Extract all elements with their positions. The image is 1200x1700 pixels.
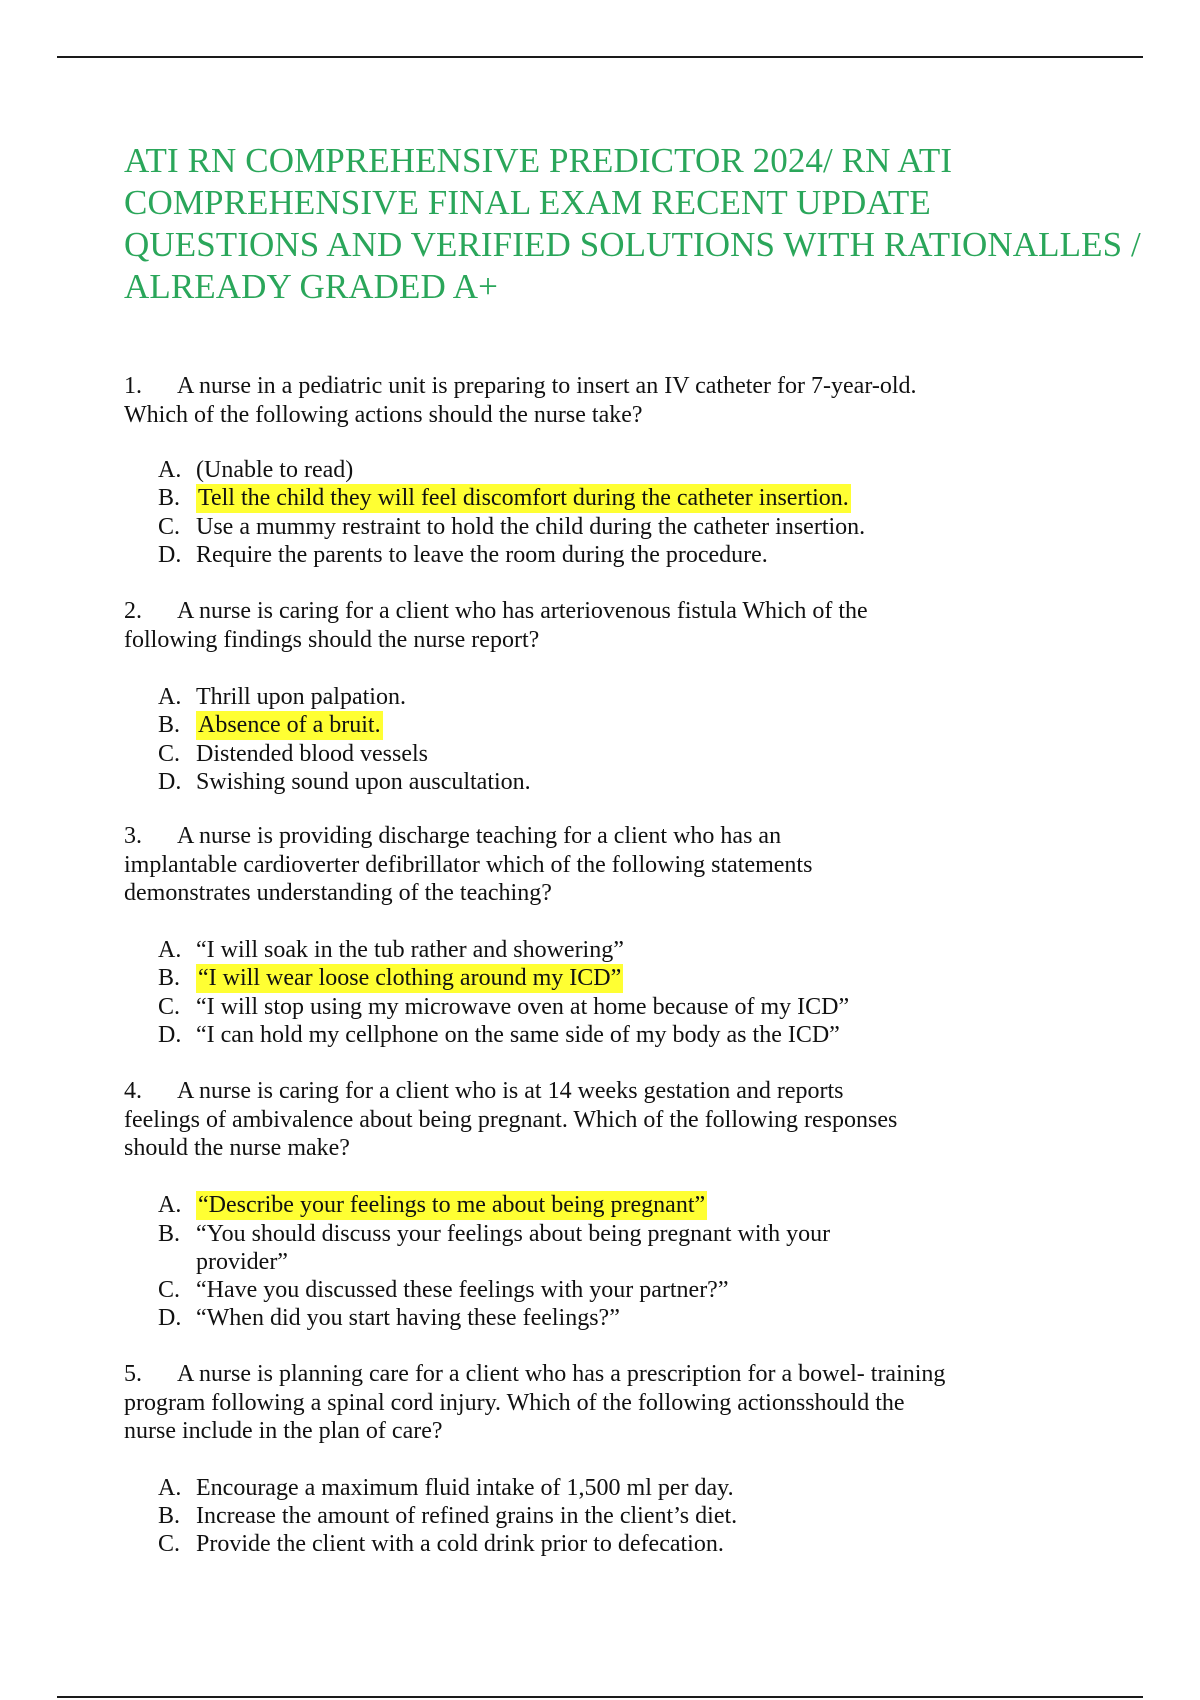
option-letter: D. <box>158 1304 182 1331</box>
answer-option <box>158 1276 1118 1304</box>
highlighted-answer: “I will wear loose clothing around my ICD” <box>198 964 622 991</box>
option-letter: D. <box>158 542 182 568</box>
answer-option-correct <box>158 484 1118 513</box>
stem-line: nurse include in the plan of care? <box>124 1418 443 1444</box>
option-letter: C. <box>158 993 181 1020</box>
question-stem <box>124 822 1084 908</box>
question-number: 5. <box>124 1361 142 1387</box>
option-letter: B. <box>158 964 181 991</box>
option-letter: D. <box>158 769 182 795</box>
title-line: ALREADY GRADED A+ <box>124 267 499 306</box>
highlighted-answer: “Describe your feelings to me about being pregnant” <box>198 1191 706 1218</box>
option-text: “I can hold my cellphone on the same side of my body as the ICD” <box>196 1021 840 1048</box>
option-text: “I will soak in the tub rather and showering” <box>196 936 624 963</box>
top-rule <box>57 56 1143 58</box>
stem-line: A nurse is providing discharge teaching for a client who has an <box>177 823 782 849</box>
option-text: “When did you start having these feelings?” <box>196 1304 620 1331</box>
answer-option <box>158 1021 1118 1049</box>
question-stem <box>124 597 1084 654</box>
option-text: Distended blood vessels <box>196 741 428 767</box>
question-number: 1. <box>124 373 142 399</box>
answer-options <box>158 456 1118 569</box>
stem-line: demonstrates understanding of the teaching? <box>124 880 552 906</box>
stem-line: following findings should the nurse report? <box>124 626 540 653</box>
option-text <box>196 1220 830 1276</box>
question-2 <box>124 597 1084 796</box>
option-text: Increase the amount of refined grains in the client’s diet. <box>196 1502 738 1529</box>
answer-options <box>158 936 1118 1049</box>
answer-option <box>158 936 1118 964</box>
question-stem <box>124 1360 1084 1446</box>
option-letter: A. <box>158 684 182 710</box>
answer-option <box>158 513 1118 541</box>
answer-option-correct <box>158 711 1118 740</box>
question-stem <box>124 372 1084 429</box>
option-letter: A. <box>158 1191 182 1218</box>
question-5 <box>124 1360 1084 1558</box>
option-text: Provide the client with a cold drink prior to defecation. <box>196 1530 724 1557</box>
option-text: Encourage a maximum fluid intake of 1,500 ml per day. <box>196 1474 734 1501</box>
stem-line: should the nurse make? <box>124 1135 350 1161</box>
option-letter: C. <box>158 1276 181 1303</box>
answer-option <box>158 1502 1118 1530</box>
option-text: “Have you discussed these feelings with your partner?” <box>196 1276 729 1303</box>
highlighted-answer: Tell the child they will feel discomfort during the catheter insertion. <box>198 485 849 511</box>
question-stem <box>124 1077 1084 1163</box>
stem-line: A nurse is caring for a client who is at 14 weeks gestation and reports <box>177 1078 844 1104</box>
answer-option <box>158 456 1118 484</box>
answer-option-correct <box>158 1191 1118 1220</box>
question-3 <box>124 822 1084 1049</box>
option-letter: B. <box>158 1502 181 1529</box>
option-text-line: “You should discuss your feelings about being pregnant with your <box>196 1220 831 1247</box>
option-text: Swishing sound upon auscultation. <box>196 769 531 795</box>
stem-line: A nurse is planning care for a client who has a prescription for a bowel- training <box>177 1361 946 1387</box>
answer-option <box>158 541 1118 569</box>
answer-option <box>158 683 1118 711</box>
answer-option <box>158 1474 1118 1502</box>
question-number: 4. <box>124 1078 142 1104</box>
question-4 <box>124 1077 1084 1332</box>
option-text: “I will stop using my microwave oven at home because of my ICD” <box>196 993 850 1020</box>
question-1 <box>124 372 1084 569</box>
answer-option <box>158 1304 1118 1332</box>
option-letter: C. <box>158 1530 181 1557</box>
answer-option <box>158 740 1118 768</box>
question-number: 3. <box>124 823 142 849</box>
highlighted-answer: Absence of a bruit. <box>198 712 381 738</box>
answer-options <box>158 1191 1118 1332</box>
option-letter: A. <box>158 936 182 963</box>
title-line: ATI RN COMPREHENSIVE PREDICTOR 2024/ RN ATI <box>124 141 953 180</box>
option-text-line: provider” <box>196 1248 288 1275</box>
stem-line: A nurse in a pediatric unit is preparing to insert an IV catheter for 7-year-old. <box>177 373 917 399</box>
title-line: QUESTIONS AND VERIFIED SOLUTIONS WITH RATIONALLES / <box>124 225 1141 264</box>
stem-line: A nurse is caring for a client who has arteriovenous fistula Which of the <box>177 598 868 624</box>
answer-option <box>158 993 1118 1021</box>
stem-line: feelings of ambivalence about being pregnant. Which of the following responses <box>124 1106 898 1133</box>
document-title <box>124 140 1184 308</box>
stem-line: Which of the following actions should the nurse take? <box>124 401 643 428</box>
stem-line: implantable cardioverter defibrillator which of the following statements <box>124 851 813 878</box>
option-letter: A. <box>158 1474 182 1501</box>
option-letter: B. <box>158 712 181 738</box>
option-text: Use a mummy restraint to hold the child during the catheter insertion. <box>196 514 866 540</box>
option-text: Require the parents to leave the room during the procedure. <box>196 542 768 568</box>
answer-option <box>158 768 1118 796</box>
question-number: 2. <box>124 598 142 624</box>
stem-line: program following a spinal cord injury. Which of the following actionsshould the <box>124 1389 905 1416</box>
option-letter: A. <box>158 457 182 483</box>
option-letter: D. <box>158 1021 182 1048</box>
answer-options <box>158 1474 1118 1558</box>
answer-option <box>158 1530 1118 1558</box>
option-letter: B. <box>158 485 181 511</box>
option-letter: C. <box>158 741 181 767</box>
title-line: COMPREHENSIVE FINAL EXAM RECENT UPDATE <box>124 183 931 222</box>
option-text: Thrill upon palpation. <box>196 684 406 710</box>
bottom-rule <box>57 1696 1143 1698</box>
option-letter: C. <box>158 514 181 540</box>
answer-option <box>158 1220 1118 1276</box>
answer-option-correct <box>158 964 1118 993</box>
answer-options <box>158 683 1118 796</box>
option-letter: B. <box>158 1220 181 1247</box>
option-text: (Unable to read) <box>196 457 354 483</box>
